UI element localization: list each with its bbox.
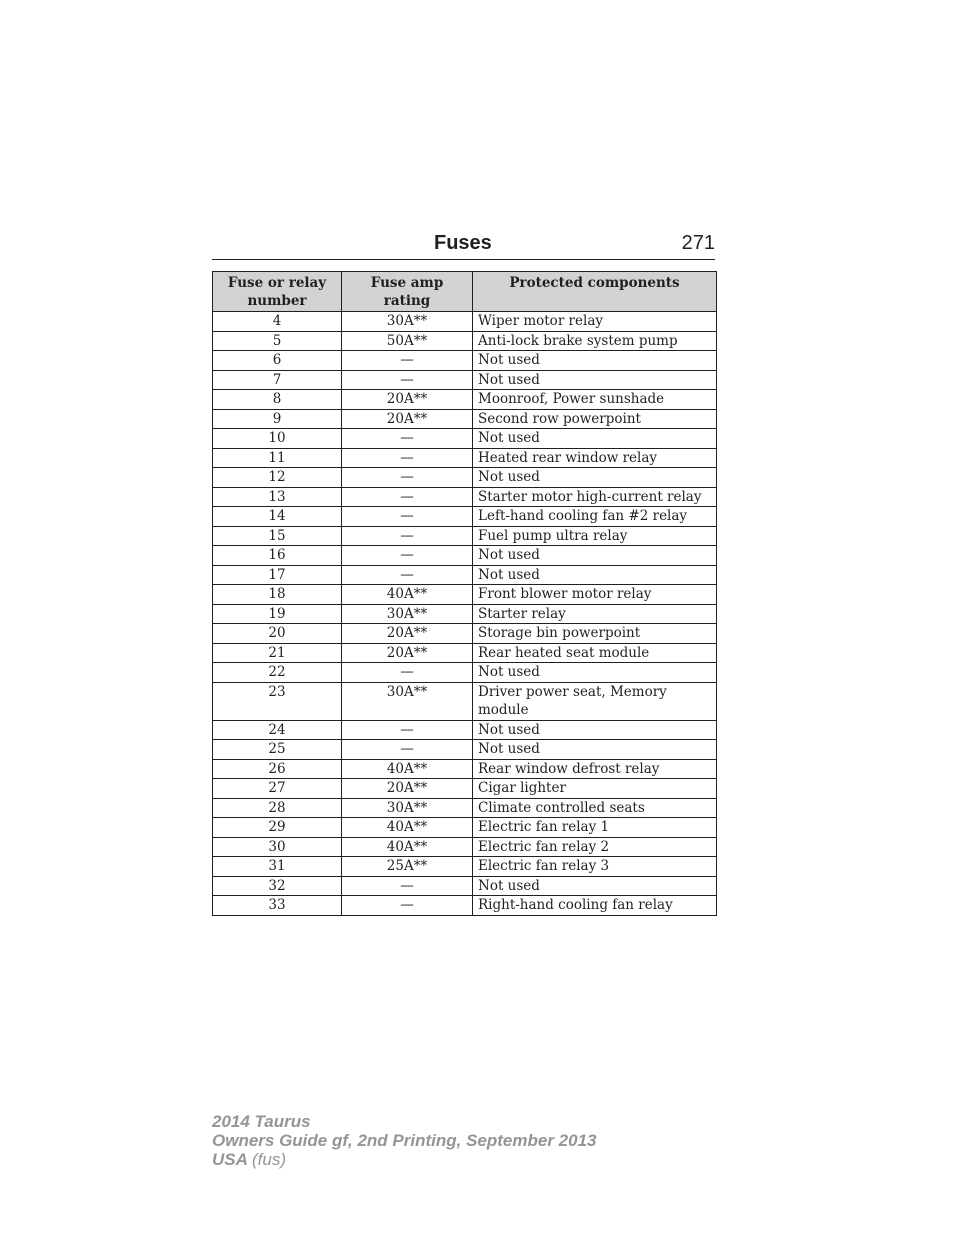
- column-header-number: Fuse or relay number: [213, 272, 342, 312]
- table-row: [213, 468, 717, 488]
- component-cell: Electric fan relay 1: [473, 818, 717, 838]
- fuse-number-cell: 33: [213, 896, 342, 916]
- component-cell: Not used: [473, 429, 717, 449]
- fuse-rating-cell: 40A**: [342, 585, 473, 605]
- table-row: [213, 876, 717, 896]
- footer-model: 2014 Taurus: [212, 1112, 311, 1131]
- component-cell: Storage bin powerpoint: [473, 624, 717, 644]
- fuse-number-cell: 28: [213, 798, 342, 818]
- table-row: [213, 624, 717, 644]
- component-cell: Rear heated seat module: [473, 643, 717, 663]
- component-cell: Not used: [473, 720, 717, 740]
- fuse-number-cell: 29: [213, 818, 342, 838]
- table-row: [213, 857, 717, 877]
- component-cell: Not used: [473, 370, 717, 390]
- component-cell: Not used: [473, 565, 717, 585]
- fuse-number-cell: 9: [213, 409, 342, 429]
- table-row: [213, 331, 717, 351]
- component-cell: Rear window defrost relay: [473, 759, 717, 779]
- component-cell: Left-hand cooling fan #2 relay: [473, 507, 717, 527]
- component-cell: Cigar lighter: [473, 779, 717, 799]
- fuse-rating-cell: 50A**: [342, 331, 473, 351]
- component-cell: Right-hand cooling fan relay: [473, 896, 717, 916]
- fuse-rating-cell: —: [342, 429, 473, 449]
- fuse-number-cell: 18: [213, 585, 342, 605]
- fuse-rating-cell: 40A**: [342, 759, 473, 779]
- component-cell: Not used: [473, 663, 717, 683]
- fuse-table: [212, 271, 717, 916]
- fuse-rating-cell: 30A**: [342, 312, 473, 332]
- fuse-rating-cell: 30A**: [342, 798, 473, 818]
- fuse-rating-cell: 20A**: [342, 643, 473, 663]
- component-cell: Starter relay: [473, 604, 717, 624]
- fuse-rating-cell: 30A**: [342, 682, 473, 720]
- table-row: [213, 409, 717, 429]
- footer-edition: Owners Guide gf, 2nd Printing, September 2013: [212, 1131, 597, 1150]
- fuse-rating-cell: 30A**: [342, 604, 473, 624]
- fuse-number-cell: 5: [213, 331, 342, 351]
- fuse-number-cell: 16: [213, 546, 342, 566]
- table-row: [213, 526, 717, 546]
- table-row: [213, 351, 717, 371]
- component-cell: Not used: [473, 468, 717, 488]
- footer-market-code: (fus): [252, 1150, 286, 1169]
- table-row: [213, 487, 717, 507]
- table-row: [213, 429, 717, 449]
- fuse-number-cell: 21: [213, 643, 342, 663]
- page-header: [212, 229, 715, 260]
- fuse-rating-cell: 20A**: [342, 779, 473, 799]
- fuse-rating-cell: 40A**: [342, 818, 473, 838]
- fuse-rating-cell: —: [342, 565, 473, 585]
- table-row: [213, 546, 717, 566]
- table-row: [213, 448, 717, 468]
- fuse-rating-cell: —: [342, 526, 473, 546]
- fuse-number-cell: 13: [213, 487, 342, 507]
- fuse-number-cell: 19: [213, 604, 342, 624]
- table-row: [213, 818, 717, 838]
- fuse-rating-cell: 25A**: [342, 857, 473, 877]
- fuse-rating-cell: 20A**: [342, 409, 473, 429]
- table-row: [213, 585, 717, 605]
- fuse-rating-cell: —: [342, 896, 473, 916]
- component-cell: Not used: [473, 876, 717, 896]
- fuse-number-cell: 32: [213, 876, 342, 896]
- component-cell: Anti-lock brake system pump: [473, 331, 717, 351]
- table-row: [213, 643, 717, 663]
- fuse-rating-cell: —: [342, 370, 473, 390]
- fuse-number-cell: 4: [213, 312, 342, 332]
- fuse-rating-cell: 20A**: [342, 390, 473, 410]
- fuse-rating-cell: —: [342, 487, 473, 507]
- component-cell: Electric fan relay 3: [473, 857, 717, 877]
- fuse-number-cell: 12: [213, 468, 342, 488]
- component-cell: Climate controlled seats: [473, 798, 717, 818]
- fuse-number-cell: 6: [213, 351, 342, 371]
- column-header-components: Protected components: [473, 272, 717, 312]
- column-header-rating: Fuse amp rating: [342, 272, 473, 312]
- fuse-number-cell: 10: [213, 429, 342, 449]
- fuse-rating-cell: —: [342, 351, 473, 371]
- fuse-number-cell: 7: [213, 370, 342, 390]
- fuse-rating-cell: —: [342, 740, 473, 760]
- fuse-rating-cell: —: [342, 507, 473, 527]
- footer-market: [212, 1150, 596, 1169]
- table-body: [213, 312, 717, 916]
- fuse-rating-cell: 40A**: [342, 837, 473, 857]
- fuse-number-cell: 22: [213, 663, 342, 683]
- component-cell: Starter motor high-current relay: [473, 487, 717, 507]
- table-row: [213, 312, 717, 332]
- fuse-rating-cell: —: [342, 876, 473, 896]
- table-row: [213, 740, 717, 760]
- table-row: [213, 507, 717, 527]
- table-row: [213, 896, 717, 916]
- fuse-number-cell: 30: [213, 837, 342, 857]
- fuse-rating-cell: —: [342, 468, 473, 488]
- component-cell: Driver power seat, Memory module: [473, 682, 717, 720]
- table-row: [213, 370, 717, 390]
- section-title: Fuses: [434, 232, 492, 254]
- fuse-number-cell: 14: [213, 507, 342, 527]
- table-row: [213, 604, 717, 624]
- page-footer: [212, 1112, 596, 1169]
- fuse-number-cell: 20: [213, 624, 342, 644]
- component-cell: Wiper motor relay: [473, 312, 717, 332]
- table-row: [213, 837, 717, 857]
- table-row: [213, 663, 717, 683]
- fuse-rating-cell: —: [342, 448, 473, 468]
- component-cell: Second row powerpoint: [473, 409, 717, 429]
- table-row: [213, 759, 717, 779]
- table-header-row: [213, 272, 717, 312]
- fuse-rating-cell: —: [342, 720, 473, 740]
- table-row: [213, 720, 717, 740]
- fuse-number-cell: 8: [213, 390, 342, 410]
- fuse-number-cell: 17: [213, 565, 342, 585]
- table-row: [213, 565, 717, 585]
- fuse-rating-cell: —: [342, 663, 473, 683]
- table-row: [213, 390, 717, 410]
- fuse-number-cell: 24: [213, 720, 342, 740]
- fuse-number-cell: 31: [213, 857, 342, 877]
- component-cell: Not used: [473, 351, 717, 371]
- fuse-number-cell: 25: [213, 740, 342, 760]
- component-cell: Front blower motor relay: [473, 585, 717, 605]
- fuse-number-cell: 27: [213, 779, 342, 799]
- component-cell: Fuel pump ultra relay: [473, 526, 717, 546]
- footer-market-name: USA: [212, 1150, 248, 1169]
- fuse-number-cell: 15: [213, 526, 342, 546]
- fuse-number-cell: 11: [213, 448, 342, 468]
- component-cell: Moonroof, Power sunshade: [473, 390, 717, 410]
- fuse-rating-cell: 20A**: [342, 624, 473, 644]
- component-cell: Heated rear window relay: [473, 448, 717, 468]
- fuse-rating-cell: —: [342, 546, 473, 566]
- component-cell: Electric fan relay 2: [473, 837, 717, 857]
- table-row: [213, 682, 717, 720]
- table-row: [213, 779, 717, 799]
- page-number: 271: [681, 232, 715, 254]
- component-cell: Not used: [473, 546, 717, 566]
- fuse-number-cell: 23: [213, 682, 342, 720]
- component-cell: Not used: [473, 740, 717, 760]
- fuse-number-cell: 26: [213, 759, 342, 779]
- table-row: [213, 798, 717, 818]
